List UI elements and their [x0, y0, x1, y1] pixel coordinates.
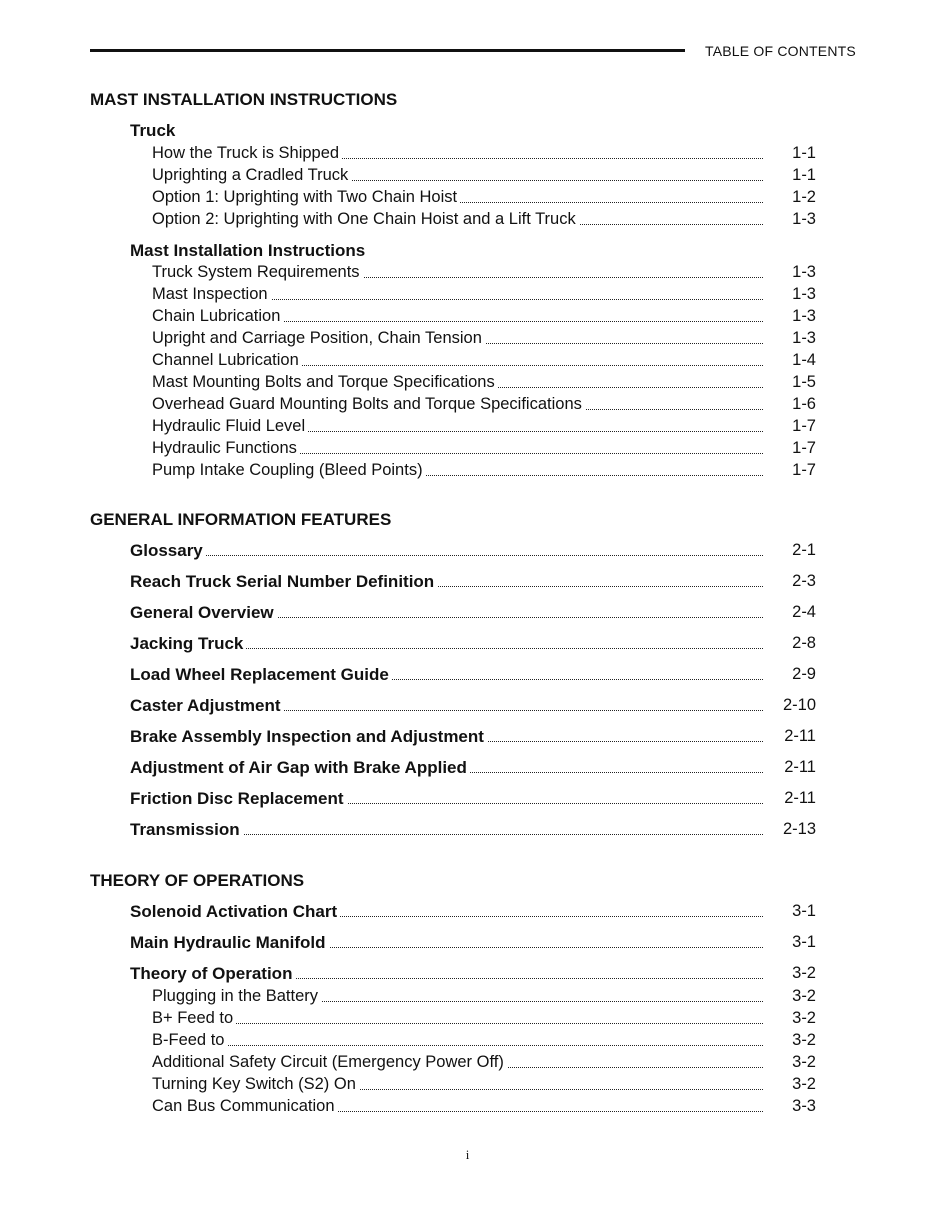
toc-entry-page: 1-3 — [792, 329, 816, 347]
toc-entry-page: 3-2 — [792, 1053, 816, 1071]
toc-entry[interactable] — [0, 307, 935, 329]
toc-entry-page: 2-11 — [784, 727, 816, 745]
toc-entry[interactable] — [0, 395, 935, 417]
toc-entry-page: 2-3 — [792, 572, 816, 590]
toc-entry-page: 1-7 — [792, 461, 816, 479]
page-number: i — [465, 1147, 470, 1162]
toc-entry-page: 3-2 — [792, 1075, 816, 1093]
toc-entry[interactable] — [0, 351, 935, 373]
toc-entry-page: 2-4 — [792, 603, 816, 621]
toc-entry-label: Additional Safety Circuit (Emergency Power Off) — [152, 1053, 507, 1072]
toc-entry-label: Glossary — [130, 541, 206, 561]
toc-entry[interactable] — [0, 210, 935, 232]
toc-entry-label: Reach Truck Serial Number Definition — [130, 572, 437, 592]
toc-entry-page: 3-1 — [792, 902, 816, 920]
toc-entry[interactable] — [0, 933, 935, 955]
toc-entry[interactable] — [0, 541, 935, 563]
toc-entry-label: Truck System Requirements — [152, 263, 363, 282]
toc-entry-label: B-Feed to — [152, 1031, 227, 1050]
toc-entry-label: Hydraulic Fluid Level — [152, 417, 308, 436]
toc-entry[interactable] — [0, 820, 935, 842]
toc-entry-page: 1-5 — [792, 373, 816, 391]
toc-entry-label: Hydraulic Functions — [152, 439, 300, 458]
toc-entry[interactable] — [0, 727, 935, 749]
toc-entry-page: 1-7 — [792, 439, 816, 457]
header-rule — [90, 49, 685, 52]
toc-entry-page: 1-1 — [792, 144, 816, 162]
toc-entry-page: 3-2 — [792, 964, 816, 982]
toc-entry-page: 1-3 — [792, 263, 816, 281]
toc-entry-page: 3-2 — [792, 987, 816, 1005]
toc-entry-label: Mast Inspection — [152, 285, 271, 304]
toc-entry-page: 2-1 — [792, 541, 816, 559]
toc-entry[interactable] — [0, 439, 935, 461]
toc-entry-label: Mast Mounting Bolts and Torque Specifications — [152, 373, 498, 392]
toc-entry-label: Solenoid Activation Chart — [130, 902, 340, 922]
toc-entry-label: Channel Lubrication — [152, 351, 302, 370]
toc-entry-label: Chain Lubrication — [152, 307, 283, 326]
toc-entry-page: 2-8 — [792, 634, 816, 652]
toc-entry[interactable] — [0, 329, 935, 351]
toc-entry-page: 1-2 — [792, 188, 816, 206]
toc-entry-label: Load Wheel Replacement Guide — [130, 665, 392, 685]
toc-entry[interactable] — [0, 417, 935, 439]
header-title: TABLE OF CONTENTS — [705, 43, 856, 59]
subsection-title: Truck — [130, 121, 176, 140]
section-title: MAST INSTALLATION INSTRUCTIONS — [90, 90, 398, 109]
toc-entry-label: General Overview — [130, 603, 277, 623]
toc-entry-page: 2-11 — [784, 758, 816, 776]
toc-entry[interactable] — [0, 603, 935, 625]
toc-entry-label: B+ Feed to — [152, 1009, 236, 1028]
section-title: THEORY OF OPERATIONS — [90, 871, 305, 890]
toc-entry-page: 2-13 — [782, 820, 816, 838]
toc-entry[interactable] — [0, 964, 935, 986]
toc-entry-label: Turning Key Switch (S2) On — [152, 1075, 359, 1094]
toc-entry-page: 2-9 — [792, 665, 816, 683]
toc-entry-page: 1-4 — [792, 351, 816, 369]
dot-leader — [152, 1023, 763, 1024]
toc-entry-label: Theory of Operation — [130, 964, 295, 984]
dot-leader — [152, 1045, 763, 1046]
subsection-title: Mast Installation Instructions — [130, 241, 366, 260]
toc-entry-page: 1-3 — [792, 285, 816, 303]
toc-entry-page: 1-6 — [792, 395, 816, 413]
toc-entry-page: 3-2 — [792, 1009, 816, 1027]
toc-entry[interactable] — [0, 665, 935, 687]
toc-entry-label: Transmission — [130, 820, 243, 840]
toc-entry-page: 2-10 — [782, 696, 816, 714]
section-title: GENERAL INFORMATION FEATURES — [90, 510, 392, 529]
toc-entry-label: Upright and Carriage Position, Chain Tension — [152, 329, 485, 348]
dot-leader — [130, 555, 763, 556]
toc-entry-label: Overhead Guard Mounting Bolts and Torque Specifications — [152, 395, 585, 414]
toc-entry[interactable] — [0, 1031, 935, 1053]
toc-entry-label: Friction Disc Replacement — [130, 789, 347, 809]
toc-entry-page: 1-3 — [792, 210, 816, 228]
toc-entry[interactable] — [0, 634, 935, 656]
toc-entry[interactable] — [0, 696, 935, 718]
toc-entry[interactable] — [0, 1097, 935, 1119]
toc-entry[interactable] — [0, 758, 935, 780]
toc-entry[interactable] — [0, 1075, 935, 1097]
toc-entry[interactable] — [0, 188, 935, 210]
toc-entry[interactable] — [0, 285, 935, 307]
toc-entry[interactable] — [0, 166, 935, 188]
toc-entry-page: 3-2 — [792, 1031, 816, 1049]
toc-entry-label: Caster Adjustment — [130, 696, 284, 716]
toc-entry[interactable] — [0, 572, 935, 594]
toc-entry-label: Plugging in the Battery — [152, 987, 321, 1006]
toc-entry-label: Brake Assembly Inspection and Adjustment — [130, 727, 487, 747]
toc-entry-label: Main Hydraulic Manifold — [130, 933, 329, 953]
toc-entry[interactable] — [0, 987, 935, 1009]
toc-entry[interactable] — [0, 1009, 935, 1031]
toc-entry[interactable] — [0, 789, 935, 811]
toc-entry[interactable] — [0, 902, 935, 924]
toc-entry-page: 3-3 — [792, 1097, 816, 1115]
toc-entry-label: Option 1: Uprighting with Two Chain Hoist — [152, 188, 460, 207]
toc-entry-label: Option 2: Uprighting with One Chain Hoist and a Lift Truck — [152, 210, 579, 229]
toc-entry-label: Adjustment of Air Gap with Brake Applied — [130, 758, 470, 778]
toc-entry-page: 3-1 — [792, 933, 816, 951]
toc-entry-page: 2-11 — [784, 789, 816, 807]
toc-entry-label: Pump Intake Coupling (Bleed Points) — [152, 461, 426, 480]
toc-entry[interactable] — [0, 144, 935, 166]
toc-entry-label: How the Truck is Shipped — [152, 144, 342, 163]
toc-entry-label: Uprighting a Cradled Truck — [152, 166, 351, 185]
toc-entry[interactable] — [0, 461, 935, 483]
toc-entry-page: 1-7 — [792, 417, 816, 435]
toc-entry-label: Can Bus Communication — [152, 1097, 338, 1116]
toc-entry[interactable] — [0, 1053, 935, 1075]
toc-entry[interactable] — [0, 373, 935, 395]
toc-entry-page: 1-3 — [792, 307, 816, 325]
toc-entry-page: 1-1 — [792, 166, 816, 184]
toc-entry[interactable] — [0, 263, 935, 285]
toc-entry-label: Jacking Truck — [130, 634, 246, 654]
